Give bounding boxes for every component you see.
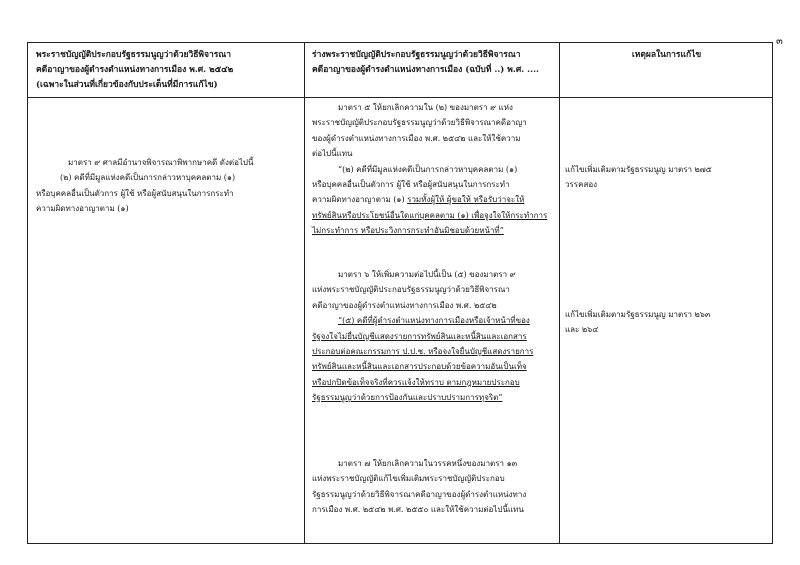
text-line: ความผิดทางอาญาตาม (๑) <box>36 204 129 214</box>
column-divider <box>304 43 305 543</box>
text-line: การเมือง พ.ศ. ๒๕๔๒ พ.ศ. ๒๕๕๐ และให้ใช้ความต่อไปนี้แทน <box>312 505 524 515</box>
header-line: คดีอาญาของผู้ดำรงตำแหน่งทางการเมือง (ฉบับที่ ..) พ.ศ. .... <box>312 65 540 75</box>
header-line: พระราชบัญญัติประกอบรัฐธรรมนูญว่าด้วยวิธีพิจารณา <box>36 50 232 60</box>
header-line: คดีอาญาของผู้ดำรงตำแหน่งทางการเมือง พ.ศ. ๒๕๔๒ <box>36 65 234 75</box>
text-line: รัฐธรรมนูญว่าด้วยวิธีพิจารณาคดีอาญาของผู้ดำรงตำแหน่งทาง <box>312 489 527 499</box>
text-fragment: ความผิดทางอาญาตาม (๑) <box>312 195 408 205</box>
reason-1 <box>565 162 770 193</box>
text-line: หรือบุคคลอื่นเป็นตัวการ ผู้ใช้ หรือผู้สนับสนุนในการกระทำ <box>36 188 234 198</box>
text-line <box>312 192 558 207</box>
text-line: มาตรา ๗ ให้ยกเลิกความในวรรคหนึ่งของมาตรา ๑๓ <box>338 459 518 468</box>
amended-text: รัฐธรรมนูญว่าด้วยการป้องกันและปราบปรามการทุจริต” <box>312 393 503 403</box>
text-line: หรือบุคคลอื่นเป็นตัวการ ผู้ใช้ หรือผู้สนับสนุนในการกระทำ <box>312 180 510 190</box>
text-line: คดีอาญาของผู้ดำรงตำแหน่งทางการเมือง พ.ศ. ๒๕๔๒ <box>312 300 497 310</box>
amended-text: ทรัพย์สินและหนี้สินและเอกสารประกอบด้วยข้อความอันเป็นเท็จ <box>312 362 527 372</box>
text-line: “(๒) คดีที่มีมูลแห่งคดีเป็นการกล่าวหาบุคคลตาม (๑) <box>338 164 518 174</box>
amended-text: ทรัพย์สินหรือประโยชน์อื่นใดแก่บุคคลตาม (๑) เพื่อจูงใจให้กระทำการ <box>312 210 548 220</box>
current-law-text <box>36 155 300 217</box>
draft-section-5 <box>312 100 558 239</box>
amended-text: หรือปกปิดข้อเท็จจริงที่ควรแจ้งให้ทราบ ตามกฎหมายประกอบ <box>312 377 520 387</box>
amended-text: รวมทั้งผู้ให้ ผู้ขอให้ หรือรับว่าจะให้ <box>407 195 525 205</box>
reason-2 <box>565 307 770 338</box>
page-number: ๓ <box>776 36 783 47</box>
text-line: มาตรา ๖ ให้เพิ่มความต่อไปนี้เป็น (๕) ของมาตรา ๙ <box>338 270 516 279</box>
text-line: มาตรา ๕ ให้ยกเลิกความใน (๒) ของมาตรา ๙ แห่ง <box>338 103 513 112</box>
header-divider <box>28 97 772 98</box>
text-line: แก้ไขเพิ่มเติมตามรัฐธรรมนูญ มาตรา ๒๗๕ <box>565 165 712 174</box>
text-line: แห่งพระราชบัญญัติแก้ไขเพิ่มเติมพระราชบัญญัติประกอบ <box>312 474 505 484</box>
draft-section-6 <box>312 267 558 406</box>
text-line: พระราชบัญญัติประกอบรัฐธรรมนูญว่าด้วยวิธีพิจารณาคดีอาญา <box>312 118 527 128</box>
amended-text: ประกอบต่อคณะกรรมการ ป.ป.ช. หรือจงใจยื่นบัญชีแสดงรายการ <box>312 347 534 357</box>
amended-text: “(๕) คดีที่ผู้ดำรงตำแหน่งทางการเมืองหรือเจ้าหน้าที่ของ <box>338 316 530 326</box>
comparison-table <box>27 42 773 544</box>
text-line: และ ๒๖๔ <box>565 325 599 335</box>
text-line: (๒) คดีที่มีมูลแห่งคดีเป็นการกล่าวหาบุคคลตาม (๑) <box>60 173 236 183</box>
amended-text: รัฐจงใจไม่ยื่นบัญชีแสดงรายการทรัพย์สินและหนี้สินและเอกสาร <box>312 331 527 341</box>
header-draft-law <box>312 48 556 78</box>
header-line: ร่างพระราชบัญญัติประกอบรัฐธรรมนูญว่าด้วยวิธีพิจารณา <box>312 50 521 60</box>
text-line: วรรคสอง <box>565 180 598 190</box>
header-line: (เฉพาะในส่วนที่เกี่ยวข้องกับประเด็นที่มีการแก้ไข) <box>36 80 218 90</box>
header-current-law <box>36 48 298 93</box>
text-line: ต่อไปนี้แทน <box>312 149 353 159</box>
draft-section-7 <box>312 456 558 518</box>
text-line: ของผู้ดำรงตำแหน่งทางการเมือง พ.ศ. ๒๕๔๒ และให้ใช้ความ <box>312 133 521 143</box>
text-line: แห่งพระราชบัญญัติประกอบรัฐธรรมนูญว่าด้วยวิธีพิจารณา <box>312 285 510 295</box>
amended-text: ไม่กระทำการ หรือประวิงการกระทำอันมิชอบด้วยหน้าที่” <box>312 226 504 236</box>
header-reason: เหตุผลในการแก้ไข <box>631 50 702 60</box>
column-divider <box>559 43 560 543</box>
text-line: แก้ไขเพิ่มเติมตามรัฐธรรมนูญ มาตรา ๒๖๓ <box>565 310 711 319</box>
text-line: มาตรา ๙ ศาลมีอำนาจพิจารณาพิพากษาคดี ดังต่อไปนี้ <box>68 158 254 167</box>
